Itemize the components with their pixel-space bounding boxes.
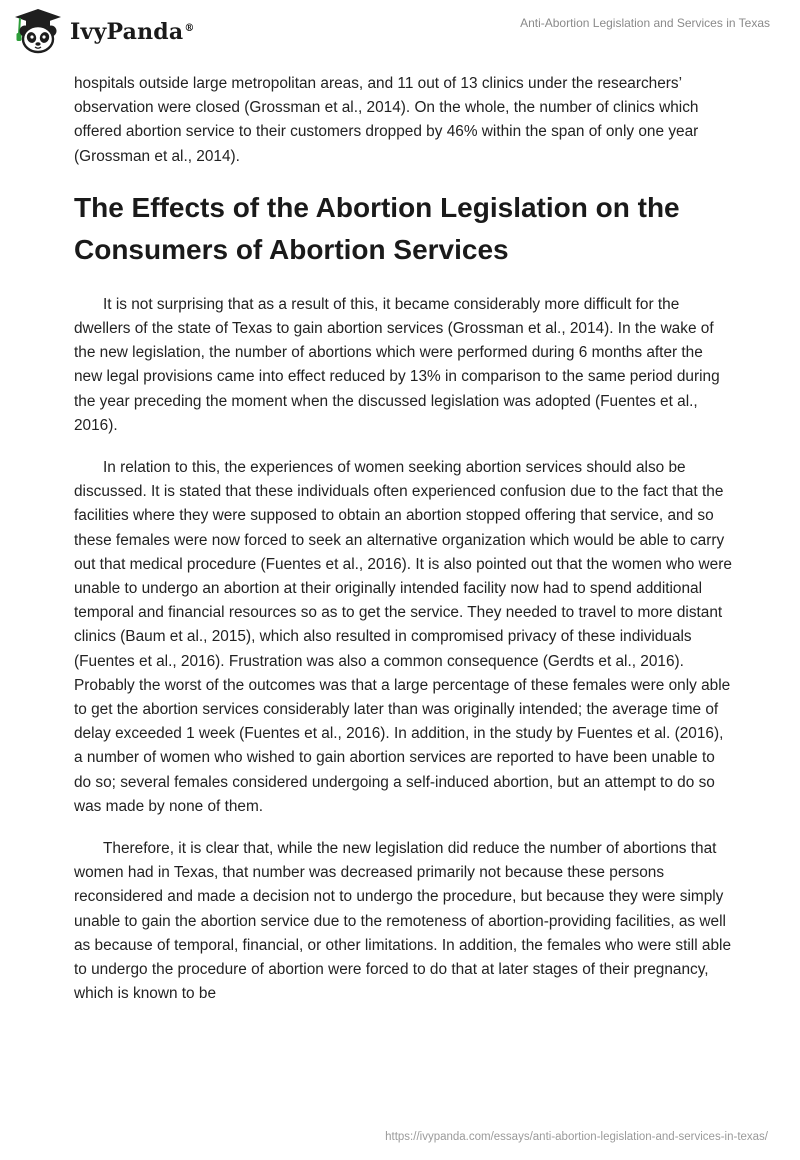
body-paragraph: Therefore, it is clear that, while the new legislation did reduce the number of abortions that women had in Texas, that number was decreased primarily not because these persons reconsidered and made a decision not to undergo the procedure, but because they were simply unable to gain the abortion service due to the remoteness of abortion-providing facilities, as well as because of temporal, financial, or other limitations. In addition, the females who were still able to undergo the procedure of abortion were forced to do that at later stages of their pregnancy, which is known to be: [74, 840, 732, 1003]
panda-graduate-icon: [12, 8, 64, 54]
document-title: Anti-Abortion Legislation and Services in Texas: [520, 16, 770, 30]
section-heading: The Effects of the Abortion Legislation on the Consumers of Abortion Services: [74, 191, 680, 265]
page-header: [0, 0, 800, 64]
essay-body: [74, 72, 734, 1025]
source-url[interactable]: https://ivypanda.com/essays/anti-abortion-legislation-and-services-in-texas/: [385, 1131, 768, 1143]
intro-paragraph: hospitals outside large metropolitan areas, and 11 out of 13 clinics under the researchers’ observation were closed (Grossman et al., 2014). On the whole, the number of clinics which offered abortion service to their customers dropped by 46% within the span of only one year (Grossman et al., 2014).: [74, 75, 699, 165]
body-paragraph: In relation to this, the experiences of women seeking abortion services should also be discussed. It is stated that these individuals often experienced confusion due to the fact that the facilities where they were supposed to obtain an abortion stopped offering that service, and so these females were now forced to seek an alternative organization which would be able to carry out that medical procedure (Fuentes et al., 2016). It is also pointed out that the women who were unable to undergo an abortion at their originally intended facility now had to spend additional temporal and financial resources so as to get the service. They needed to travel to more distant clinics (Baum et al., 2015), which also resulted in compromised privacy of these individuals (Fuentes et al., 2016). Frustration was also a common consequence (Gerdts et al., 2016). Probably the worst of the outcomes was that a large percentage of these females were only able to get the abortion services considerably later than was originally intended; the average time of delay exceeded 1 week (Fuentes et al., 2016). In addition, in the study by Fuentes et al. (2016), a number of women who wished to gain abortion services are reported to have been unable to do so; several females considered undergoing a self-induced abortion, but an attempt to do so was made by none of them.: [74, 459, 732, 815]
brand-logo[interactable]: [12, 8, 195, 54]
brand-name: IvyPanda®: [70, 19, 195, 45]
body-paragraph: It is not surprising that as a result of this, it became considerably more difficult for the dwellers of the state of Texas to gain abortion services (Grossman et al., 2014). In the wake of the new legislation, the number of abortions which were performed during 6 months after the new legal provisions came into effect reduced by 13% in comparison to the same period during the year preceding the moment when the discussed legislation was adopted (Fuentes et al., 2016).: [74, 295, 720, 434]
